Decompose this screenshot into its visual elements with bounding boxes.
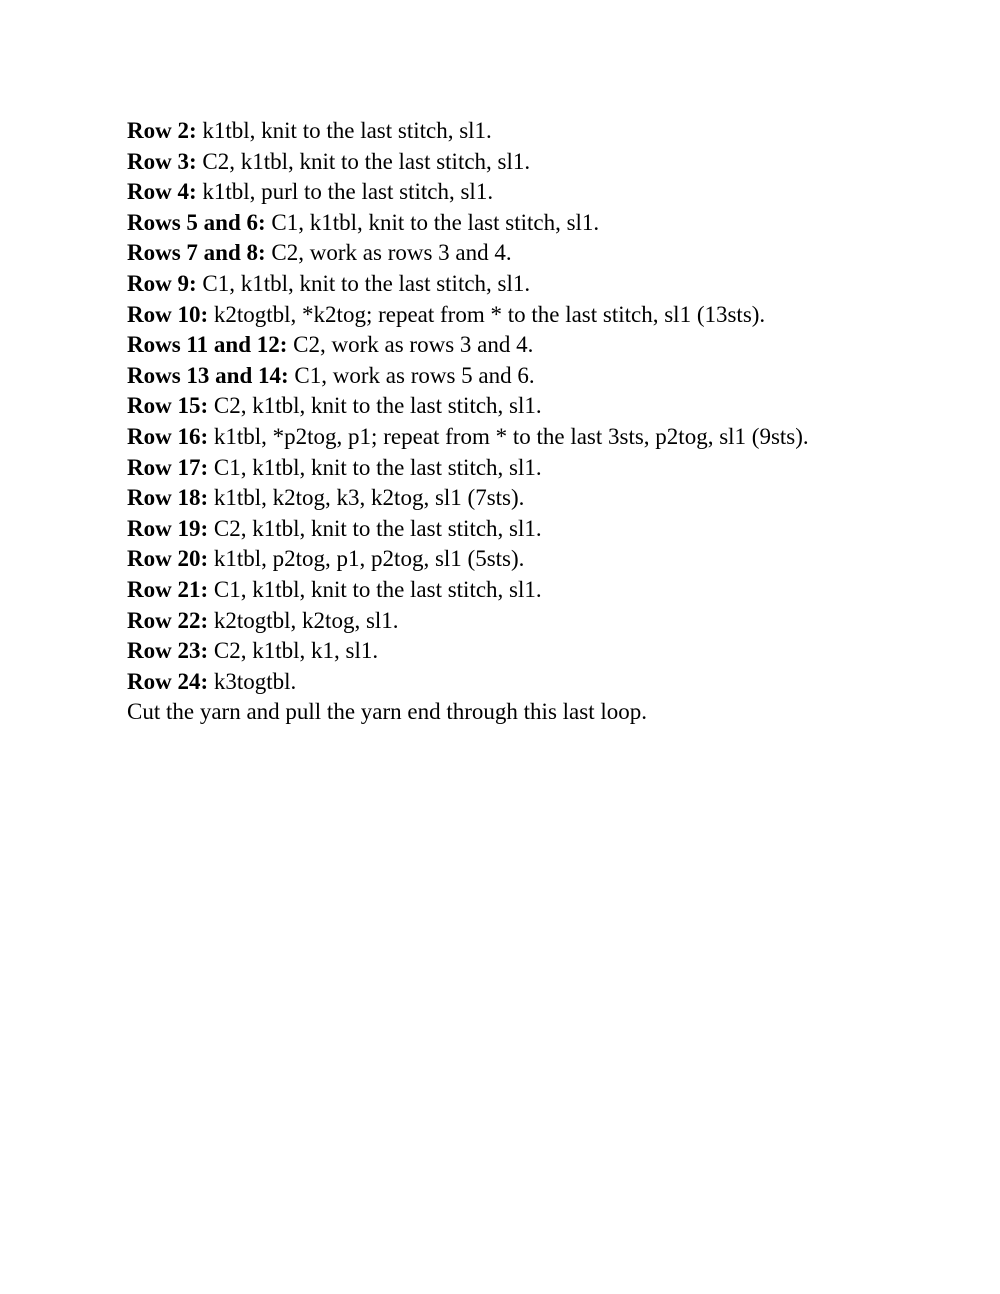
instruction-row bbox=[127, 391, 977, 422]
row-label: Rows 5 and 6: bbox=[127, 209, 266, 235]
row-text: k1tbl, purl to the last stitch, sl1. bbox=[196, 179, 494, 205]
instruction-row bbox=[127, 361, 977, 392]
row-label: Row 9: bbox=[127, 270, 197, 296]
instruction-row bbox=[127, 544, 977, 575]
instruction-row bbox=[127, 453, 977, 484]
instruction-row bbox=[127, 238, 977, 269]
knitting-instructions bbox=[127, 116, 977, 728]
row-label: Row 22: bbox=[127, 607, 209, 633]
row-text: C2, k1tbl, knit to the last stitch, sl1. bbox=[208, 393, 542, 419]
instruction-row bbox=[127, 208, 977, 239]
row-label: Rows 13 and 14: bbox=[127, 362, 289, 388]
closing-instruction: Cut the yarn and pull the yarn end through this last loop. bbox=[127, 699, 647, 725]
row-text: C2, k1tbl, knit to the last stitch, sl1. bbox=[196, 148, 531, 174]
row-text: k1tbl, p2tog, p1, p2tog, sl1 (5sts). bbox=[208, 546, 525, 572]
row-text: C2, work as rows 3 and 4. bbox=[287, 332, 534, 358]
row-label: Row 21: bbox=[127, 576, 209, 602]
row-label: Row 24: bbox=[127, 668, 209, 694]
row-label: Row 2: bbox=[127, 118, 197, 143]
instruction-row bbox=[127, 575, 977, 606]
row-text: k2togtbl, k2tog, sl1. bbox=[208, 607, 399, 633]
instruction-row bbox=[127, 606, 977, 637]
row-label: Rows 7 and 8: bbox=[127, 240, 266, 266]
row-label: Row 3: bbox=[127, 148, 197, 174]
row-label: Row 4: bbox=[127, 179, 197, 205]
instruction-row bbox=[127, 422, 977, 453]
row-text: k1tbl, k2tog, k3, k2tog, sl1 (7sts). bbox=[208, 485, 525, 511]
row-label: Row 23: bbox=[127, 638, 209, 664]
instruction-row bbox=[127, 330, 977, 361]
row-text: C1, k1tbl, knit to the last stitch, sl1. bbox=[208, 454, 542, 480]
row-text: C1, k1tbl, knit to the last stitch, sl1. bbox=[208, 576, 542, 602]
row-label: Rows 11 and 12: bbox=[127, 332, 288, 358]
instruction-row bbox=[127, 636, 977, 667]
instruction-row bbox=[127, 147, 977, 178]
row-label: Row 17: bbox=[127, 454, 209, 480]
row-text: C1, work as rows 5 and 6. bbox=[288, 362, 535, 388]
row-text: k1tbl, *p2tog, p1; repeat from * to the last 3sts, p2tog, sl1 (9sts). bbox=[208, 423, 809, 449]
row-text: C2, work as rows 3 and 4. bbox=[265, 240, 512, 266]
instruction-row bbox=[127, 514, 977, 545]
instruction-row bbox=[127, 116, 977, 147]
instruction-row bbox=[127, 177, 977, 208]
row-text: k2togtbl, *k2tog; repeat from * to the last stitch, sl1 (13sts). bbox=[208, 301, 766, 327]
row-label: Row 18: bbox=[127, 485, 209, 511]
row-text: k3togtbl. bbox=[208, 668, 297, 694]
row-text: k1tbl, knit to the last stitch, sl1. bbox=[196, 118, 492, 143]
row-label: Row 10: bbox=[127, 301, 209, 327]
row-text: C1, k1tbl, knit to the last stitch, sl1. bbox=[196, 270, 531, 296]
instruction-row bbox=[127, 269, 977, 300]
row-text: C1, k1tbl, knit to the last stitch, sl1. bbox=[265, 209, 600, 235]
row-label: Row 20: bbox=[127, 546, 209, 572]
instruction-row bbox=[127, 483, 977, 514]
row-text: C2, k1tbl, k1, sl1. bbox=[208, 638, 379, 664]
row-label: Row 16: bbox=[127, 423, 209, 449]
instruction-row bbox=[127, 667, 977, 698]
row-label: Row 15: bbox=[127, 393, 209, 419]
instruction-row bbox=[127, 300, 977, 331]
row-label: Row 19: bbox=[127, 515, 209, 541]
row-text: C2, k1tbl, knit to the last stitch, sl1. bbox=[208, 515, 542, 541]
